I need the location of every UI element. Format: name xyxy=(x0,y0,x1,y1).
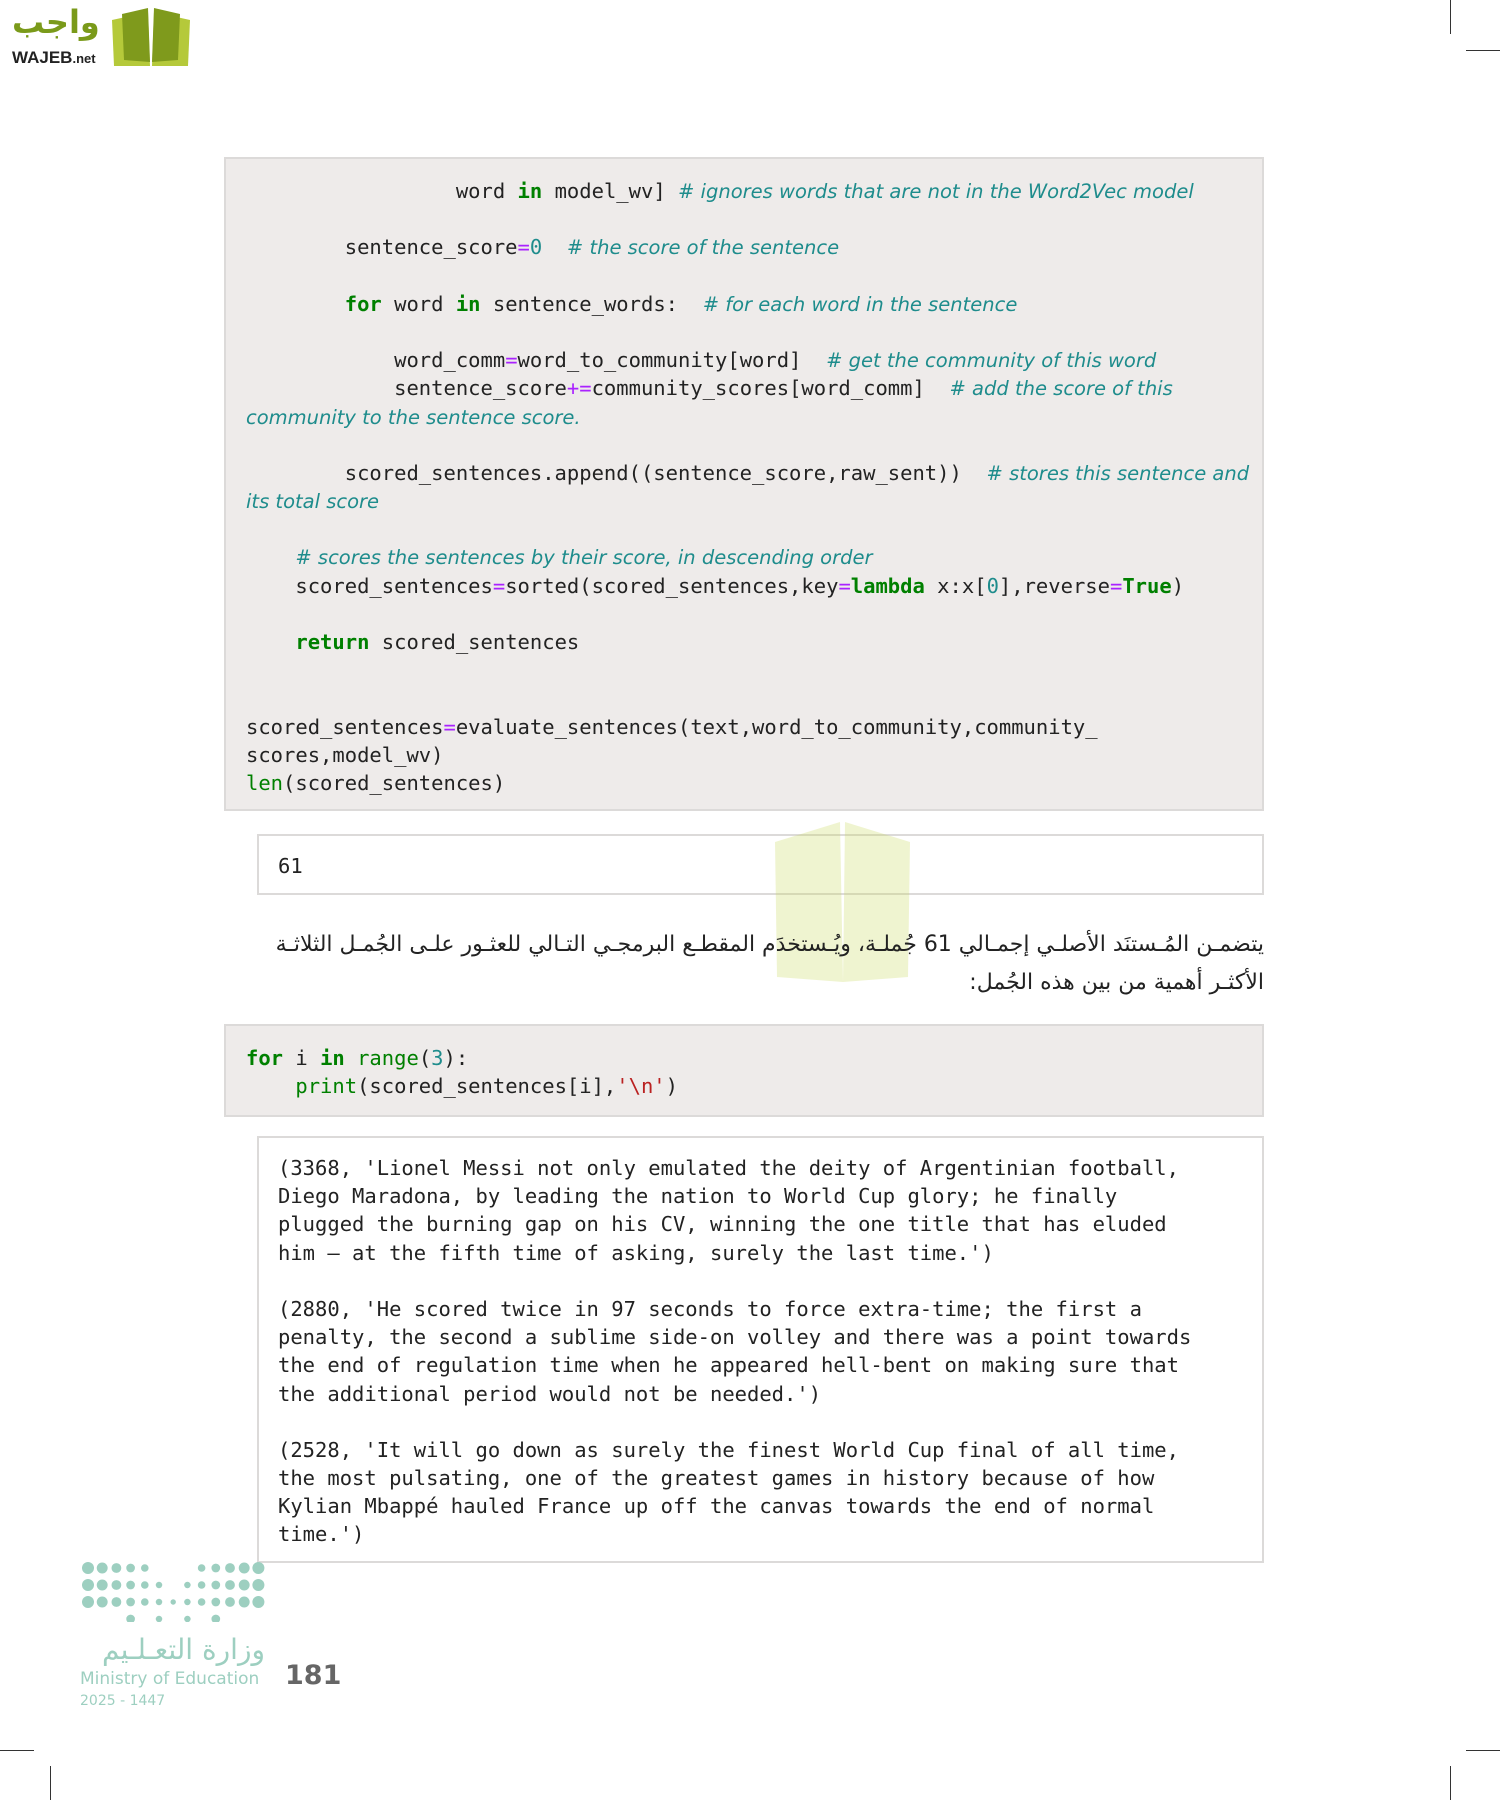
crop-mark xyxy=(50,1766,51,1800)
code-keyword: in xyxy=(517,179,543,203)
ministry-dot xyxy=(225,1580,235,1590)
ministry-dot xyxy=(171,1599,176,1604)
code-comment: # add the score of this xyxy=(949,377,1173,401)
code-token xyxy=(542,235,567,259)
code-token: ) xyxy=(1171,573,1185,598)
code-token: model_wv] xyxy=(542,179,678,203)
ministry-arabic: وزارة التعـلـيم xyxy=(102,1633,265,1666)
code-token: word_to_community[word] xyxy=(517,348,827,373)
code-comment: # get the community of this word xyxy=(826,349,1157,373)
code-token: ): xyxy=(443,1046,469,1070)
ministry-dot xyxy=(126,1615,135,1622)
code-token: += xyxy=(566,376,592,401)
output-line: the most pulsating, one of the greatest games in history because of how xyxy=(278,1466,1155,1491)
code-comment: # ignores words that are not in the Word2Vec model xyxy=(678,180,1194,203)
output-text: 61 xyxy=(278,854,303,878)
logo-latin: WAJEB.net xyxy=(12,48,96,67)
ministry-dot xyxy=(184,1582,191,1589)
code-cell-1 xyxy=(224,157,1264,811)
code-line xyxy=(246,205,1249,233)
ministry-dot xyxy=(239,1597,250,1608)
crop-mark xyxy=(1466,1750,1500,1751)
ministry-dot xyxy=(82,1562,94,1574)
crop-mark xyxy=(1466,50,1500,51)
code-comment: community to the sentence score. xyxy=(246,405,581,429)
ministry-dot xyxy=(126,1581,135,1590)
output-line: (2880, 'He scored twice in 97 seconds to force extra-time; the first a xyxy=(278,1296,1142,1321)
code-token: word xyxy=(381,291,456,316)
output-line: penalty, the second a sublime side-on volley and there was a point towards xyxy=(278,1325,1192,1350)
ministry-dot xyxy=(211,1581,220,1590)
code-line xyxy=(246,628,1249,656)
code-token: (scored_sentences) xyxy=(283,770,506,795)
page-number: 181 xyxy=(285,1660,342,1691)
code-line xyxy=(246,262,1249,290)
output-line: Diego Maradona, by leading the nation to World Cup glory; he finally xyxy=(278,1184,1118,1209)
code-line xyxy=(246,374,1249,402)
crop-mark xyxy=(1450,0,1451,34)
ministry-dot xyxy=(252,1562,264,1574)
output-line: the additional period would not be needed.') xyxy=(278,1381,822,1406)
output-line: (2528, 'It will go down as surely the finest World Cup final of all time, xyxy=(278,1437,1179,1462)
code-keyword: in xyxy=(455,291,481,316)
code-content xyxy=(246,177,1249,797)
code-token: = xyxy=(517,235,530,260)
code-line xyxy=(246,459,1249,487)
book-icon xyxy=(110,6,192,68)
code-line xyxy=(246,1044,678,1072)
output-cell-2 xyxy=(257,1136,1264,1563)
output-line: plugged the burning gap on his CV, winning the one title that has eluded xyxy=(278,1212,1167,1237)
code-line xyxy=(246,290,1249,318)
ministry-dot xyxy=(82,1596,94,1608)
code-token: = xyxy=(838,573,851,598)
code-keyword: return xyxy=(295,630,370,654)
crop-mark xyxy=(1450,1766,1451,1800)
code-token xyxy=(246,1074,295,1098)
code-line xyxy=(246,318,1249,346)
code-token: = xyxy=(492,573,506,598)
code-keyword: lambda xyxy=(850,573,925,598)
code-comment: # the score of the sentence xyxy=(566,236,840,260)
ministry-dot xyxy=(97,1563,108,1574)
code-token: sorted(scored_sentences,key xyxy=(505,573,839,598)
code-line xyxy=(246,572,1249,600)
code-token: scores,model_wv) xyxy=(246,742,444,767)
code-comment: # for each word in the sentence xyxy=(702,292,1018,316)
ministry-dot xyxy=(252,1579,264,1591)
code-keyword: True xyxy=(1122,573,1172,598)
ministry-logo xyxy=(80,1560,270,1710)
code-token: sentence_score xyxy=(246,235,518,260)
crop-mark xyxy=(0,1750,34,1751)
code-token: sentence_words: xyxy=(480,291,703,316)
code-token: scored_sentences xyxy=(246,714,444,739)
ministry-dot xyxy=(239,1563,250,1574)
code-line xyxy=(246,403,1249,431)
ministry-dot xyxy=(97,1580,108,1591)
code-token: x:x[ xyxy=(924,573,987,598)
code-line xyxy=(246,346,1249,374)
ministry-dot xyxy=(211,1615,220,1622)
output-line: (3368, 'Lionel Messi not only emulated the deity of Argentinian football, xyxy=(278,1156,1179,1180)
code-token xyxy=(246,292,345,316)
ministry-english: Ministry of Education xyxy=(80,1669,260,1689)
code-token: ( xyxy=(418,1046,432,1070)
ministry-dot xyxy=(156,1599,163,1606)
code-line xyxy=(246,769,1249,797)
code-token: = xyxy=(443,714,456,739)
code-token: word xyxy=(455,179,518,203)
code-line xyxy=(246,431,1249,459)
code-token xyxy=(246,630,295,654)
logo-arabic: واجب xyxy=(12,3,100,41)
code-token xyxy=(246,545,295,569)
ministry-dots-icon xyxy=(80,1560,265,1622)
code-line xyxy=(246,713,1249,741)
code-token: scored_sentences.append((sentence_score,raw_sent)) xyxy=(246,460,987,485)
ministry-dot xyxy=(156,1582,163,1589)
code-token: 0 xyxy=(986,573,999,598)
ministry-dot xyxy=(225,1597,235,1607)
code-token: 3 xyxy=(431,1046,444,1070)
ministry-dot xyxy=(126,1598,135,1607)
code-line xyxy=(246,177,1249,205)
ministry-year: 2025 - 1447 xyxy=(80,1693,166,1709)
code-token: word_comm xyxy=(246,348,506,373)
arabic-paragraph: يتضمـن المُـستنَد الأصلـي إجمـالي 61 جُملـة، ويُـستخدَم المقطـع البرمجـي التـالي للعثـور علـى الجُمـل الثلاثـة الأكثـر أهمية من بين هذه الجُمل: xyxy=(275,932,1264,995)
code-token xyxy=(246,179,456,203)
ministry-dot xyxy=(198,1598,206,1606)
code-token: sentence_score xyxy=(246,376,567,401)
code-line xyxy=(246,1072,678,1100)
code-token: scored_sentences xyxy=(369,630,580,654)
ministry-dot xyxy=(97,1597,108,1608)
code-keyword: for xyxy=(246,1046,284,1070)
output-line: time.') xyxy=(278,1522,365,1547)
code-token: '\n' xyxy=(616,1074,666,1099)
output-line: Kylian Mbappé hauled France up off the canvas towards the end of normal xyxy=(278,1494,1155,1519)
code-token: scored_sentences xyxy=(246,573,493,598)
ministry-dot xyxy=(184,1616,191,1622)
code-token xyxy=(345,1046,357,1070)
output-cell-1 xyxy=(257,834,1264,895)
code-token: ) xyxy=(665,1074,678,1099)
code-token: community_scores[word_comm] xyxy=(591,376,950,401)
ministry-dot xyxy=(198,1581,206,1589)
ministry-dot xyxy=(184,1599,191,1606)
output-line xyxy=(278,1267,1191,1295)
code-line xyxy=(246,600,1249,628)
code-token: (scored_sentences[i], xyxy=(357,1074,617,1099)
ministry-dot xyxy=(82,1579,94,1591)
code-token: evaluate_sentences(text,word_to_community,community_ xyxy=(455,714,1098,739)
wajeb-logo xyxy=(8,4,193,68)
ministry-dot xyxy=(225,1563,235,1573)
code-content xyxy=(246,1044,678,1100)
code-line xyxy=(246,684,1249,712)
code-line xyxy=(246,487,1249,515)
ministry-dot xyxy=(141,1598,149,1606)
code-line xyxy=(246,515,1249,543)
code-keyword: for xyxy=(344,291,382,316)
output-line: the end of regulation time when he appeared hell-bent on making sure that xyxy=(278,1353,1179,1378)
ministry-dot xyxy=(141,1581,149,1589)
code-token: range xyxy=(357,1046,419,1070)
ministry-dot xyxy=(211,1598,220,1607)
ministry-dot xyxy=(112,1580,122,1590)
ministry-dot xyxy=(141,1564,149,1572)
code-comment: # stores this sentence and xyxy=(986,461,1250,485)
ministry-dot xyxy=(252,1596,264,1608)
ministry-dot xyxy=(156,1616,163,1622)
ministry-dot xyxy=(198,1564,206,1572)
code-token: 0 xyxy=(529,235,543,260)
code-keyword: in xyxy=(320,1046,345,1070)
code-token: i xyxy=(283,1046,321,1070)
code-comment: # scores the sentences by their score, in descending order xyxy=(295,546,873,570)
code-line xyxy=(246,741,1249,769)
code-comment: its total score xyxy=(246,490,380,514)
output-line xyxy=(278,1408,1191,1436)
code-token: print xyxy=(295,1074,358,1099)
code-token: = xyxy=(1110,573,1123,598)
code-line xyxy=(246,233,1249,261)
ministry-dot xyxy=(126,1564,135,1573)
output-text xyxy=(278,1154,1191,1549)
ministry-dot xyxy=(112,1597,122,1607)
output-line: him – at the fifth time of asking, surely the last time.') xyxy=(278,1240,994,1265)
code-line xyxy=(246,543,1249,571)
ministry-dot xyxy=(112,1563,122,1573)
code-cell-2 xyxy=(224,1024,1264,1117)
ministry-dot xyxy=(239,1580,250,1591)
ministry-dot xyxy=(211,1564,220,1573)
code-token: = xyxy=(505,348,518,373)
code-token: ],reverse xyxy=(998,573,1110,598)
code-token: len xyxy=(246,770,284,795)
code-line xyxy=(246,656,1249,684)
